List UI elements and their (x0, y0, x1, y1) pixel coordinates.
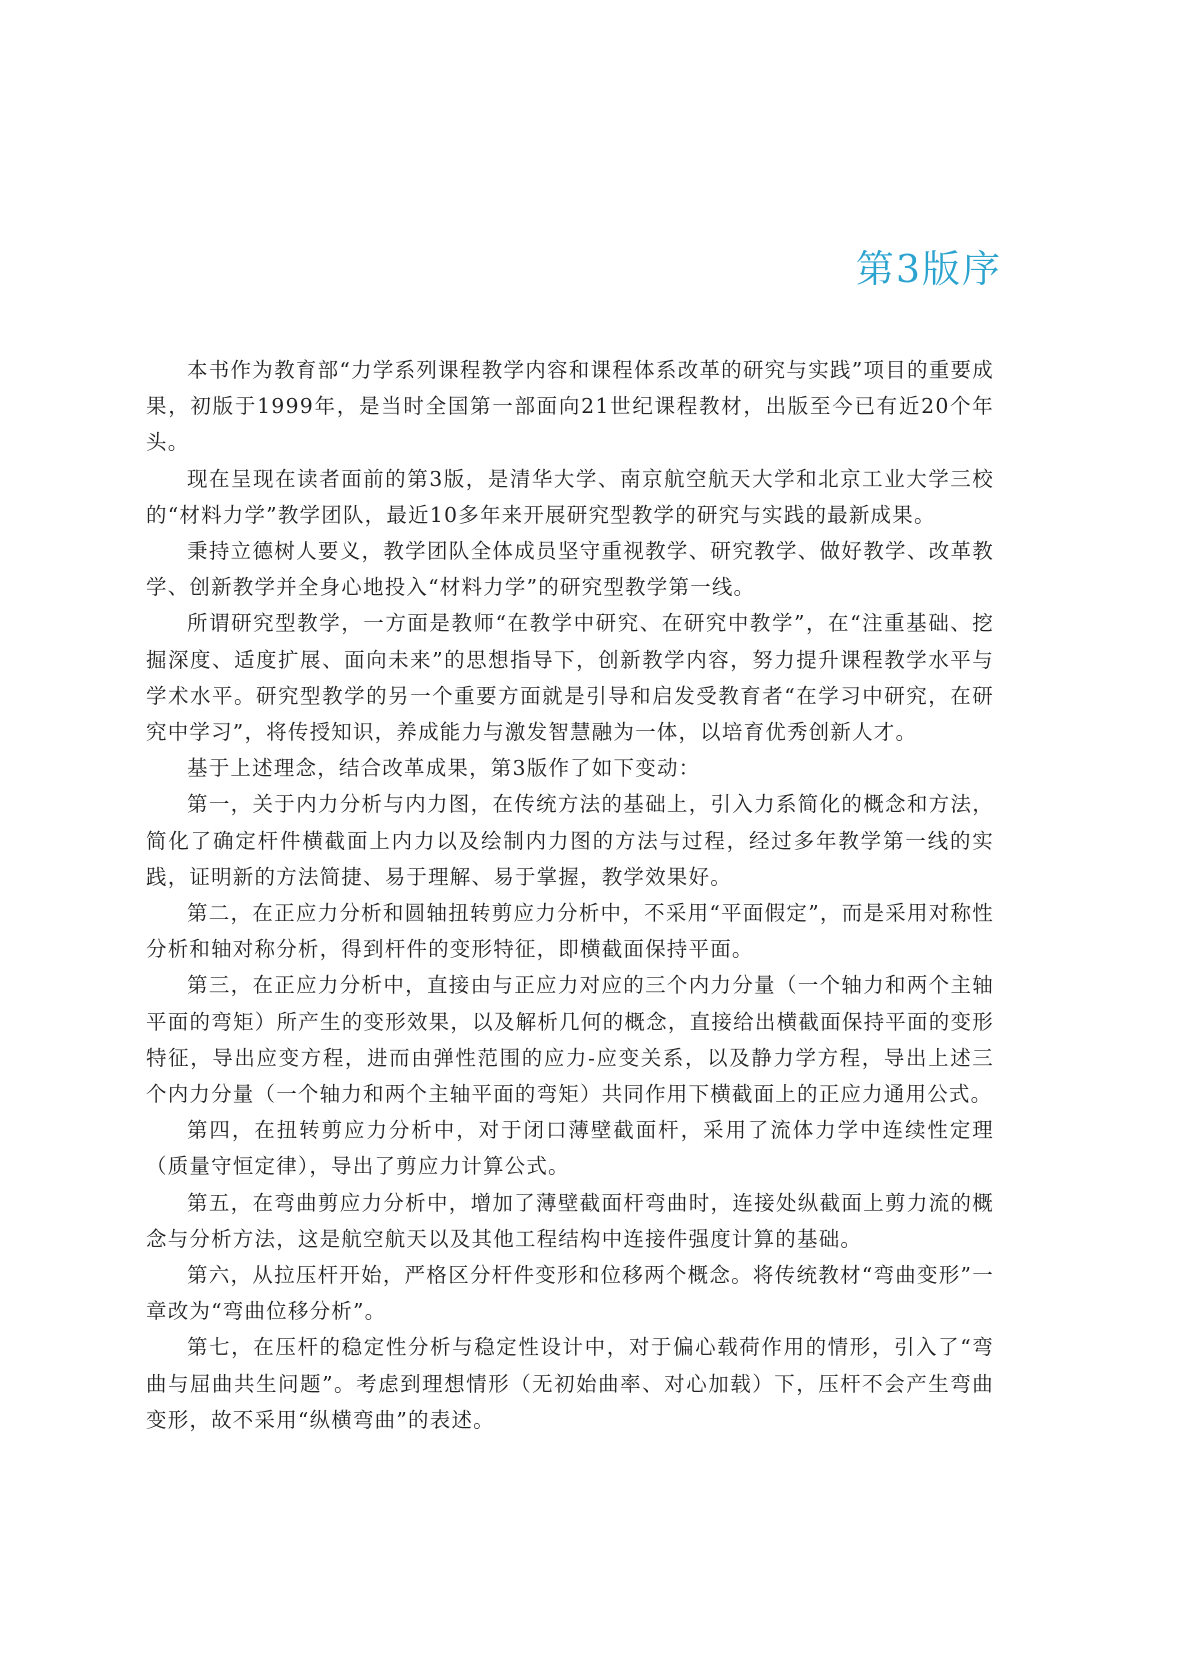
paragraph: 第一，关于内力分析与内力图，在传统方法的基础上，引入力系简化的概念和方法，简化了确定杆件横截面上内力以及绘制内力图的方法与过程，经过多年教学第一线的实践，证明新的方法简捷、易于理解、易于掌握，教学效果好。 (146, 792, 994, 889)
paragraph: 现在呈现在读者面前的第3版，是清华大学、南京航空航天大学和北京工业大学三校的“材料力学”教学团队，最近10多年来开展研究型教学的研究与实践的最新成果。 (146, 466, 994, 527)
preface-body (146, 352, 994, 1438)
paragraph: 第二，在正应力分析和圆轴扭转剪应力分析中，不采用“平面假定”，而是采用对称性分析和轴对称分析，得到杆件的变形特征，即横截面保持平面。 (146, 901, 994, 962)
paragraph: 基于上述理念，结合改革成果，第3版作了如下变动： (187, 756, 701, 781)
paragraph: 第三，在正应力分析中，直接由与正应力对应的三个内力分量（一个轴力和两个主轴平面的弯矩）所产生的变形效果，以及解析几何的概念，直接给出横截面保持平面的变形特征，导出应变方程，进而由弹性范围的应力-应变关系，以及静力学方程，导出上述三个内力分量（一个轴力和两个主轴平面的弯矩）共同作用下横截面上的正应力通用公式。 (146, 973, 994, 1107)
paragraph: 所谓研究型教学，一方面是教师“在教学中研究、在研究中教学”，在“注重基础、挖掘深度、适度扩展、面向未来”的思想指导下，创新教学内容，努力提升课程教学水平与学术水平。研究型教学的另一个重要方面就是引导和启发受教育者“在学习中研究，在研究中学习”，将传授知识，养成能力与激发智慧融为一体，以培育优秀创新人才。 (146, 611, 994, 745)
page-title: 第3版序 (855, 247, 1002, 291)
paragraph: 第四，在扭转剪应力分析中，对于闭口薄壁截面杆，采用了流体力学中连续性定理（质量守恒定律），导出了剪应力计算公式。 (146, 1118, 994, 1179)
paragraph: 秉持立德树人要义，教学团队全体成员坚守重视教学、研究教学、做好教学、改革教学、创新教学并全身心地投入“材料力学”的研究型教学第一线。 (146, 539, 994, 600)
paragraph: 第七，在压杆的稳定性分析与稳定性设计中，对于偏心载荷作用的情形，引入了“弯曲与屈曲共生问题”。考虑到理想情形（无初始曲率、对心加载）下，压杆不会产生弯曲变形，故不采用“纵横弯曲”的表述。 (146, 1335, 994, 1432)
paragraph: 第六，从拉压杆开始，严格区分杆件变形和位移两个概念。将传统教材“弯曲变形”一章改为“弯曲位移分析”。 (146, 1263, 994, 1324)
paragraph: 第五，在弯曲剪应力分析中，增加了薄壁截面杆弯曲时，连接处纵截面上剪力流的概念与分析方法，这是航空航天以及其他工程结构中连接件强度计算的基础。 (146, 1190, 994, 1251)
paragraph: 本书作为教育部“力学系列课程教学内容和课程体系改革的研究与实践”项目的重要成果，初版于1999年，是当时全国第一部面向21世纪课程教材，出版至今已有近20个年头。 (146, 358, 994, 455)
